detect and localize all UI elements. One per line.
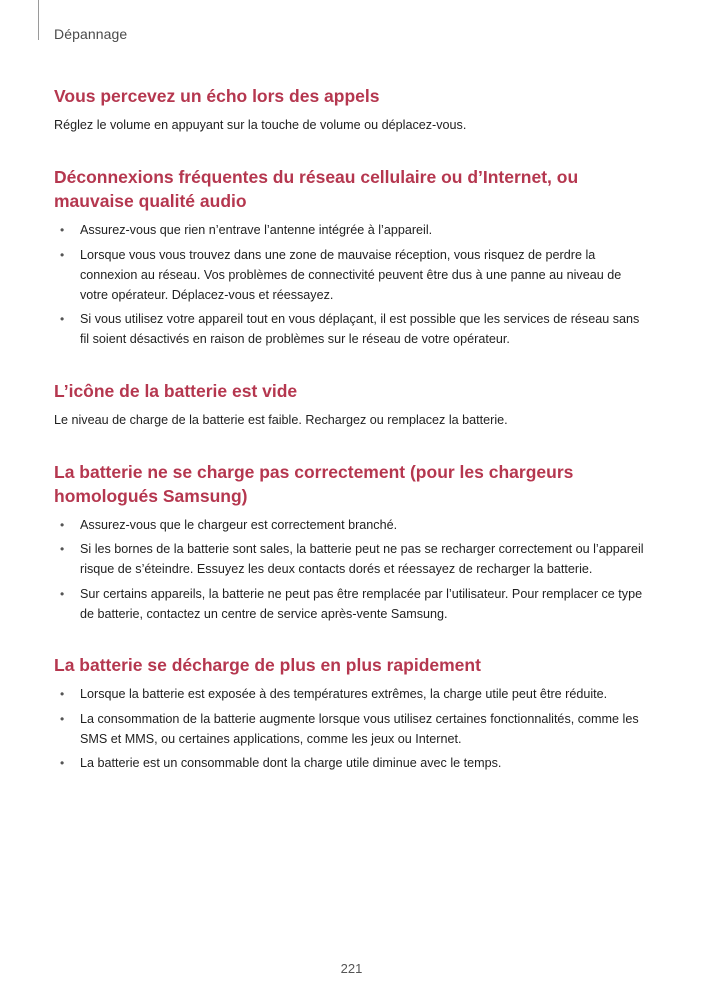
list-item: • Si vous utilisez votre appareil tout en vous déplaçant, il est possible que les services de réseau sans fil soient désactivés en raison de problèmes sur le réseau de votre opérateur. (54, 309, 644, 349)
section-title: La batterie se décharge de plus en plus rapidement (54, 655, 481, 675)
section-title: Vous percevez un écho lors des appels (54, 86, 380, 106)
bullet-icon: • (60, 542, 65, 556)
section-echo (54, 84, 644, 135)
bullet-list (54, 220, 644, 349)
section-header: Dépannage (54, 26, 128, 42)
bullet-icon: • (60, 517, 65, 532)
margin-rule (38, 0, 39, 40)
list-item: • Lorsque la batterie est exposée à des températures extrêmes, la charge utile peut être réduite. (54, 684, 644, 704)
section-battery-drains-faster (54, 653, 644, 773)
section-title: La batterie ne se charge pas correctement (pour les chargeurs homologués Samsung) (54, 461, 574, 506)
bullet-list (54, 515, 644, 624)
list-item: • La consommation de la batterie augmente lorsque vous utilisez certaines fonctionnalités, comme les SMS et MMS, ou certaines applications, comme les jeux ou Internet. (54, 709, 644, 749)
list-item: • Assurez-vous que le chargeur est correctement branché. (54, 515, 644, 535)
bullet-list (54, 684, 644, 773)
list-item: • La batterie est un consommable dont la charge utile diminue avec le temps. (54, 753, 644, 773)
bullet-icon: • (60, 312, 65, 326)
list-item: • Sur certains appareils, la batterie ne peut pas être remplacée par l’utilisateur. Pour remplacer ce type de batterie, contactez un centre de service après-vente Samsung. (54, 584, 644, 624)
bullet-icon: • (60, 711, 65, 726)
list-item: • Si les bornes de la batterie sont sales, la batterie peut ne pas se recharger correctement ou l’appareil risque de s’éteindre. Essuyez les deux contacts dorés et réessayez de recharger la batterie. (54, 539, 644, 579)
section-title: Déconnexions fréquentes du réseau cellulaire ou d’Internet, ou mauvaise qualité audio (54, 167, 579, 211)
bullet-icon: • (60, 586, 65, 601)
page-number: 221 (340, 961, 363, 976)
bullet-icon: • (60, 247, 65, 262)
section-text: Réglez le volume en appuyant sur la touche de volume ou déplacez-vous. (54, 118, 467, 132)
section-network-disconnections (54, 165, 644, 349)
section-battery-icon-empty (54, 379, 644, 430)
page-content (54, 84, 644, 778)
bullet-icon: • (60, 223, 65, 237)
list-item: • Lorsque vous vous trouvez dans une zone de mauvaise réception, vous risquez de perdre la connexion au réseau. Vos problèmes de connectivité peuvent être dus à une panne au niveau de votre opérateur. Déplacez-vous et réessayez. (54, 245, 644, 305)
section-battery-not-charging (54, 460, 644, 624)
list-item: • Assurez-vous que rien n’entrave l’antenne intégrée à l’appareil. (54, 220, 644, 240)
section-text: Le niveau de charge de la batterie est faible. Rechargez ou remplacez la batterie. (54, 412, 508, 427)
bullet-icon: • (60, 756, 65, 770)
bullet-icon: • (60, 687, 65, 701)
section-title: L’icône de la batterie est vide (54, 380, 298, 401)
